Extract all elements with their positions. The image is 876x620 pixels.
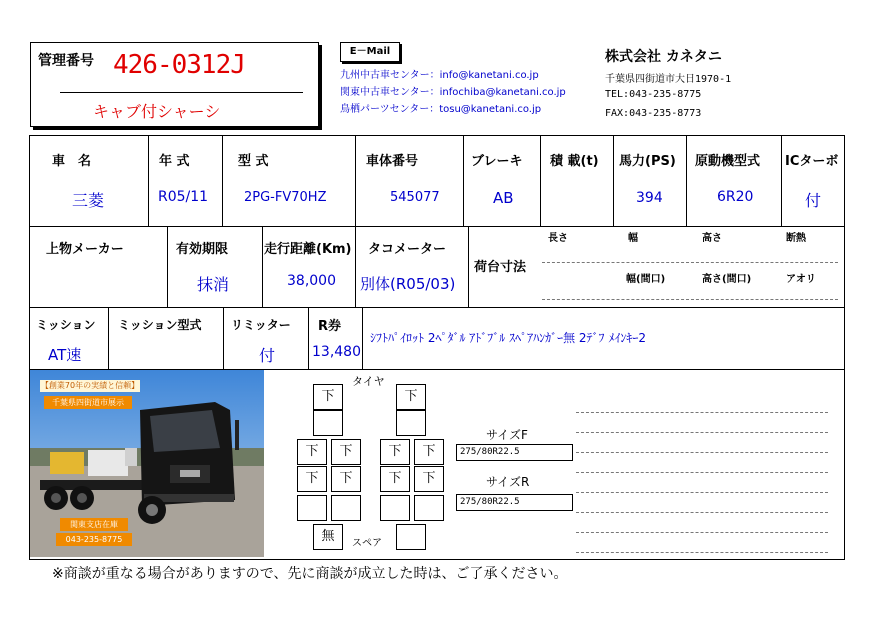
tire-rear3-right-inner [380, 495, 410, 521]
email-link[interactable]: tosu@kanetani.co.jp [439, 104, 542, 115]
col-divider [222, 136, 223, 226]
tire-front-right-empty [396, 410, 426, 436]
size-r-label: サイズR [486, 475, 530, 489]
label-bed-size: 荷台寸法 [474, 260, 527, 275]
note-dash-line [576, 452, 828, 453]
value-car-name: 三菱 [72, 191, 105, 210]
label-mission: ミッション [36, 318, 96, 332]
label-tachometer: タコメーター [368, 242, 447, 257]
value-mission: AT速 [48, 346, 82, 364]
note-dash-line [576, 552, 828, 553]
footer-note: ※商談が重なる場合がありますので、先に商談が成立した時は、ご了承ください。 [52, 566, 568, 582]
col-divider [781, 136, 782, 226]
tire-front-left: 下 [313, 384, 343, 410]
value-model: 2PG-FV70HZ [244, 190, 327, 205]
email-center-tosu [340, 100, 541, 115]
label-ic-turbo: ICターボ [785, 154, 839, 169]
col-divider [148, 136, 149, 226]
management-divider [60, 92, 303, 93]
row-divider [30, 307, 844, 308]
value-tachometer: 別体(R05/03) [360, 275, 456, 293]
note-dash-line [576, 412, 828, 413]
tire-rear3-right-outer [414, 495, 444, 521]
size-f-value: 275/80R22.5 [456, 444, 573, 461]
company-address: 千葉県四街道市大日1970-1 [605, 74, 732, 85]
photo-banner-history: 【創業70年の実績と信頼】 [40, 381, 140, 390]
bed-insulation-label: 断熱 [786, 233, 806, 244]
value-notes: ｼﾌﾄﾊﾟｲﾛｯﾄ 2ﾍﾟﾀﾞﾙ ｱﾄﾞﾌﾞﾙ ｽﾍﾟｱﾊﾝｶﾞｰ無 2ﾃﾞﾌ ﾒｲﾝｷｰ2 [370, 331, 646, 345]
label-chassis-no: 車体番号 [366, 154, 419, 169]
label-brake: ブレーキ [471, 154, 523, 169]
vehicle-photo [30, 370, 264, 557]
label-expiry: 有効期限 [176, 242, 229, 257]
label-capacity: 積 載(t) [550, 154, 599, 169]
col-divider [355, 136, 356, 226]
center-name: 鳥栖パーツセンター： [340, 104, 440, 115]
label-car-name: 車 名 [52, 154, 92, 169]
tire-rear2-right-inner: 下 [380, 466, 410, 492]
tire-rear1-left-outer: 下 [297, 439, 327, 465]
email-link[interactable]: infochiba@kanetani.co.jp [439, 87, 566, 98]
email-center-kyushu [340, 66, 539, 81]
tire-label: タイヤ [352, 375, 385, 388]
spare-label: スペア [352, 538, 382, 549]
value-chassis-no: 545077 [390, 190, 440, 205]
label-model: 型 式 [238, 154, 269, 169]
bed-length-label: 長さ [548, 233, 568, 244]
value-year: R05/11 [158, 189, 209, 205]
bed-width-label: 幅 [628, 233, 638, 244]
col-divider [468, 226, 469, 307]
col-divider [108, 307, 109, 369]
management-label: 管理番号 [38, 53, 94, 69]
col-divider [167, 226, 168, 307]
col-divider [262, 226, 263, 307]
note-dash-line [576, 472, 828, 473]
label-mission-type: ミッション型式 [118, 318, 202, 332]
value-mileage: 38,000 [287, 273, 336, 289]
col-divider [308, 307, 309, 369]
management-number: 426-0312J [113, 50, 245, 80]
col-divider [463, 136, 464, 226]
photo-banner-phone: 043-235-8775 [56, 533, 132, 546]
value-brake: AB [493, 189, 514, 207]
note-dash-line [576, 532, 828, 533]
value-horsepower: 394 [636, 190, 663, 206]
company-tel: TEL:043-235-8775 [605, 89, 702, 100]
col-divider [540, 136, 541, 226]
company-fax: FAX:043-235-8773 [605, 108, 702, 119]
label-body-maker: 上物メーカー [46, 242, 124, 257]
col-divider [362, 307, 363, 369]
photo-banner-showroom: 千葉県四街道市展示 [44, 396, 132, 409]
note-dash-line [576, 492, 828, 493]
tire-rear3-left-outer [297, 495, 327, 521]
col-divider [355, 226, 356, 307]
bed-side-gate-label: アオリ [786, 274, 816, 285]
tire-rear2-right-outer: 下 [414, 466, 444, 492]
bed-dash-line [542, 299, 838, 300]
bed-width-inner-label: 幅(間口) [626, 274, 666, 285]
email-link[interactable]: info@kanetani.co.jp [439, 70, 539, 81]
value-expiry: 抹消 [197, 275, 230, 294]
value-limiter: 付 [259, 346, 276, 365]
tire-front-left-empty [313, 410, 343, 436]
tire-spare-none: 無 [313, 524, 343, 550]
col-divider [686, 136, 687, 226]
tire-spare-empty [396, 524, 426, 550]
center-name: 関東中古車センター： [340, 87, 440, 98]
label-limiter: リミッター [231, 318, 291, 332]
label-mileage: 走行距離(Km) [264, 242, 352, 257]
size-r-value: 275/80R22.5 [456, 494, 573, 511]
value-r-ticket: 13,480 [312, 344, 361, 360]
tire-rear1-right-outer: 下 [414, 439, 444, 465]
tire-rear1-right-inner: 下 [380, 439, 410, 465]
vehicle-type: キャブ付シャーシ [93, 102, 221, 121]
row-divider [30, 226, 844, 227]
tire-rear2-left-outer: 下 [297, 466, 327, 492]
note-dash-line [576, 512, 828, 513]
note-dash-line [576, 432, 828, 433]
value-engine: 6R20 [717, 189, 754, 205]
center-name: 九州中古車センター： [340, 70, 440, 81]
email-center-kanto [340, 83, 566, 98]
bed-height-label: 高さ [702, 233, 722, 244]
tire-front-right: 下 [396, 384, 426, 410]
label-horsepower: 馬力(PS) [619, 154, 676, 169]
label-engine: 原動機型式 [695, 154, 761, 169]
tire-rear1-left-inner: 下 [331, 439, 361, 465]
col-divider [223, 307, 224, 369]
bed-dash-line [542, 262, 838, 263]
email-label: E－Mail [340, 42, 400, 62]
label-r-ticket: R券 [318, 319, 342, 334]
tire-rear2-left-inner: 下 [331, 466, 361, 492]
value-ic-turbo: 付 [805, 191, 822, 210]
size-f-label: サイズF [486, 428, 528, 442]
photo-banner-branch: 関東支店在庫 [60, 518, 128, 531]
label-year: 年 式 [159, 154, 190, 169]
col-divider [613, 136, 614, 226]
tire-rear3-left-inner [331, 495, 361, 521]
bed-height-inner-label: 高さ(間口) [702, 274, 752, 285]
company-name: 株式会社 カネタニ [605, 49, 722, 65]
